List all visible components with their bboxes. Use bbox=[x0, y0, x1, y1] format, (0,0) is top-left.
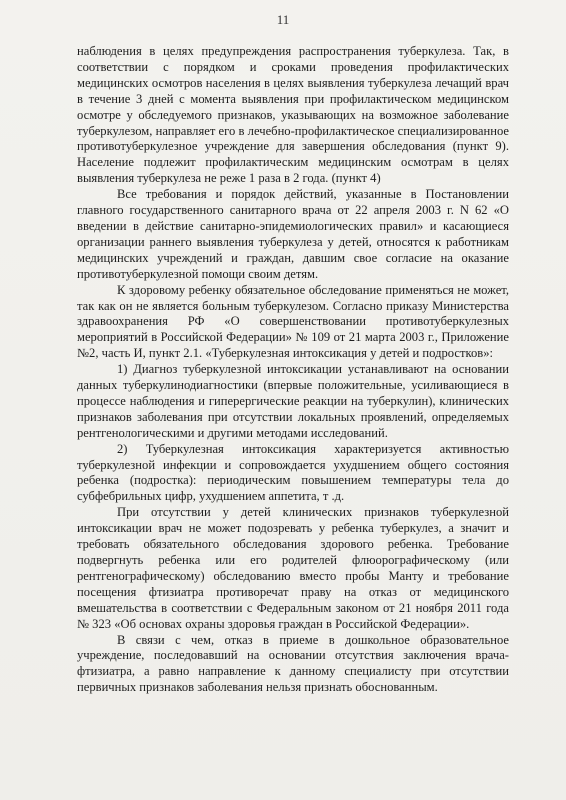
paragraph-item-2-intoxication: 2) Туберкулезная интоксикация характеризуется активностью туберкулезной инфекции и сопровождается ухудшением общего состояния ребенка (подростка): периодическим повышением температуры тела до субфебрильных цифр, ухудшением аппетита, т .д. bbox=[77, 441, 509, 504]
document-body bbox=[77, 44, 509, 696]
paragraph-no-clinical-signs: При отсутствии у детей клинических признаков туберкулезной интоксикации врач не может подозревать у ребенка туберкулез, а значит и требовать обязательного обследования здорового ребенка. Требование подвергнуть ребенка или его родителей флюорографическому (или рентгенографическому) обследованию вместо пробы Манту и требование посещения фтизиатра противоречат праву на отказ от медицинского вмешательства в соответствии с Федеральным законом от 21 ноября 2011 года № 323 «Об основах охраны здоровья граждан в Российской Федерации». bbox=[77, 505, 509, 631]
paragraph-sanitary-requirements: Все требования и порядок действий, указанные в Постановлении главного государственного санитарного врача от 22 апреля 2003 г. N 62 «О введении в действие санитарно-эпидемиологических правил» и касающиеся организации раннего выявления туберкулеза у детей, относятся к работникам медицинских учреждений и граждан, давшим свое согласие на оказание противотуберкулезной помощи своим детям. bbox=[77, 187, 509, 281]
paragraph-item-1-diagnosis: 1) Диагноз туберкулезной интоксикации устанавливают на основании данных туберкулинодиагностики (впервые положительные, усиливающиеся в процессе наблюдения и гиперергические реакции на туберкулин), клинических признаков заболевания при отсутствии локальных проявлений, определяемых рентгенологическими и другими методами исследований. bbox=[77, 362, 509, 440]
page-number: 11 bbox=[276, 12, 290, 27]
paragraph-healthy-child: К здоровому ребенку обязательное обследование применяться не может, так как он не является больным туберкулезом. Согласно приказу Министерства здравоохранения РФ «О совершенствовании противотуберкулезных мероприятий в Российской Федерации» № 109 от 21 марта 2003 г., Приложение №2, часть И, пункт 2.1. «Туберкулезная интоксикация у детей и подростков»: bbox=[77, 282, 509, 361]
paragraph-tuberculosis-screening: наблюдения в целях предупреждения распространения туберкулеза. Так, в соответствии с порядком и сроками проведения профилактических медицинских осмотров населения в целях выявления туберкулеза лечащий врач в течение 3 дней с момента выявления при профилактическом медицинском осмотре у обследуемого признаков, указывающих на возможное заболевание туберкулезом, направляет его в лечебно-профилактическое специализированное противотуберкулезное учреждение для завершения обследования (пункт 9). Население подлежит профилактическим медицинским осмотрам в целях выявления туберкулеза не реже 1 раза в 2 года. (пункт 4) bbox=[77, 44, 509, 186]
paragraph-conclusion: В связи с чем, отказ в приеме в дошкольное образовательное учреждение, последовавший на основании отсутствия заключения врача-фтизиатра, а равно направление к данному специалисту при отсутствии первичных признаков заболевания нельзя признать обоснованным. bbox=[77, 632, 509, 695]
